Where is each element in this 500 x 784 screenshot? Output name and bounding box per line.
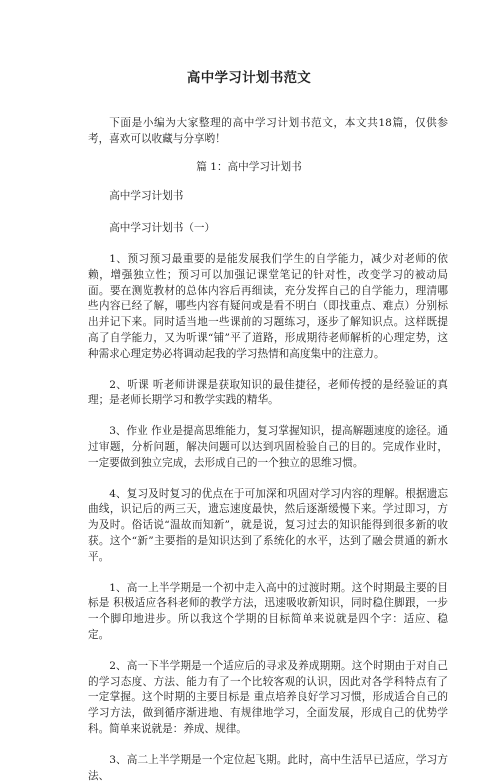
chapter-heading: 篇 1：高中学习计划书: [196, 160, 302, 173]
body-paragraph: 2、高一下半学期是一个适应后的寻求及养成期期。这个时期由于对自己的学习态度、方法、能力有了一个比较客观的认识，因此对各学科特点有了一定掌握。这个时期的主要目标是 重点培养良好学习习惯，形成适合自己的学习方法，做到循序渐进地、有规律地学习，全面发展，形成自己的优势学科。简单来说就是：养成、规律。: [88, 659, 448, 735]
document-title: 高中学习计划书范文: [186, 70, 312, 86]
body-paragraph: 1、高一上半学期是一个初中走入高中的过渡时期。这个时期最主要的目标是 积极适应各科老师的教学方法，迅速吸收新知识，同时稳住脚跟，一步一个脚印地进步。所以我这个学期的目标简单来说就是四个字：适应、稳定。: [88, 581, 448, 641]
body-paragraph: 3、高二上半学期是一个定位起飞期。此时，高中生活早已适应，学习方法、: [88, 753, 448, 782]
body-paragraph: 1、预习预习最重要的是能发展我们学生的自学能力，减少对老师的依赖，增强独立性；预习可以加强记课堂笔记的针对性，改变学习的被动局面。要在测览教材的总体内容后再细读，充分发挥自己的自学能力，理清哪些内容已经了解，哪些内容有疑问或是看不明白（即找重点、难点）分别标出并记下来。同时适当地一些课前的习题练习，逐步了解知识点。这样既提高了自学能力，又为听课“铺”平了道路，形成期待老师解析的心理定势，这种需求心理定势必将调动起我的学习热情和高度集中的注意力。: [88, 252, 448, 360]
body-paragraph: 4、复习及时复习的优点在于可加深和巩固对学习内容的理解。根据遗忘曲线，识记后的两三天，遗忘速度最快，然后逐渐缓慢下来。学过即习，方为及时。俗话说“温故而知新”，就是说，复习过去的知识能得到很多新的收获。这个“新”主要指的是知识达到了系统化的水平，达到了融会贯通的新水平。: [88, 487, 448, 563]
subtitle-section: 高中学习计划书（一）: [109, 222, 216, 235]
intro-paragraph: 下面是小编为大家整理的高中学习计划书范文，本文共18篇，仅供参考，喜欢可以收藏与分享哟！: [88, 117, 448, 145]
body-paragraph: 2、听课 听老师讲课是获取知识的最佳捷径，老师传授的是经验证的真理；是老师长期学习和教学实践的精华。: [88, 378, 448, 407]
subtitle: 高中学习计划书: [109, 190, 184, 203]
body-paragraph: 3、作业 作业是提高思维能力，复习掌握知识，提高解题速度的途径。通过审题，分析问题，解决问题可以达到巩固检验自己的目的。完成作业时，一定要做到独立完成，去形成自己的一个独立的思维习惯。: [88, 425, 448, 469]
